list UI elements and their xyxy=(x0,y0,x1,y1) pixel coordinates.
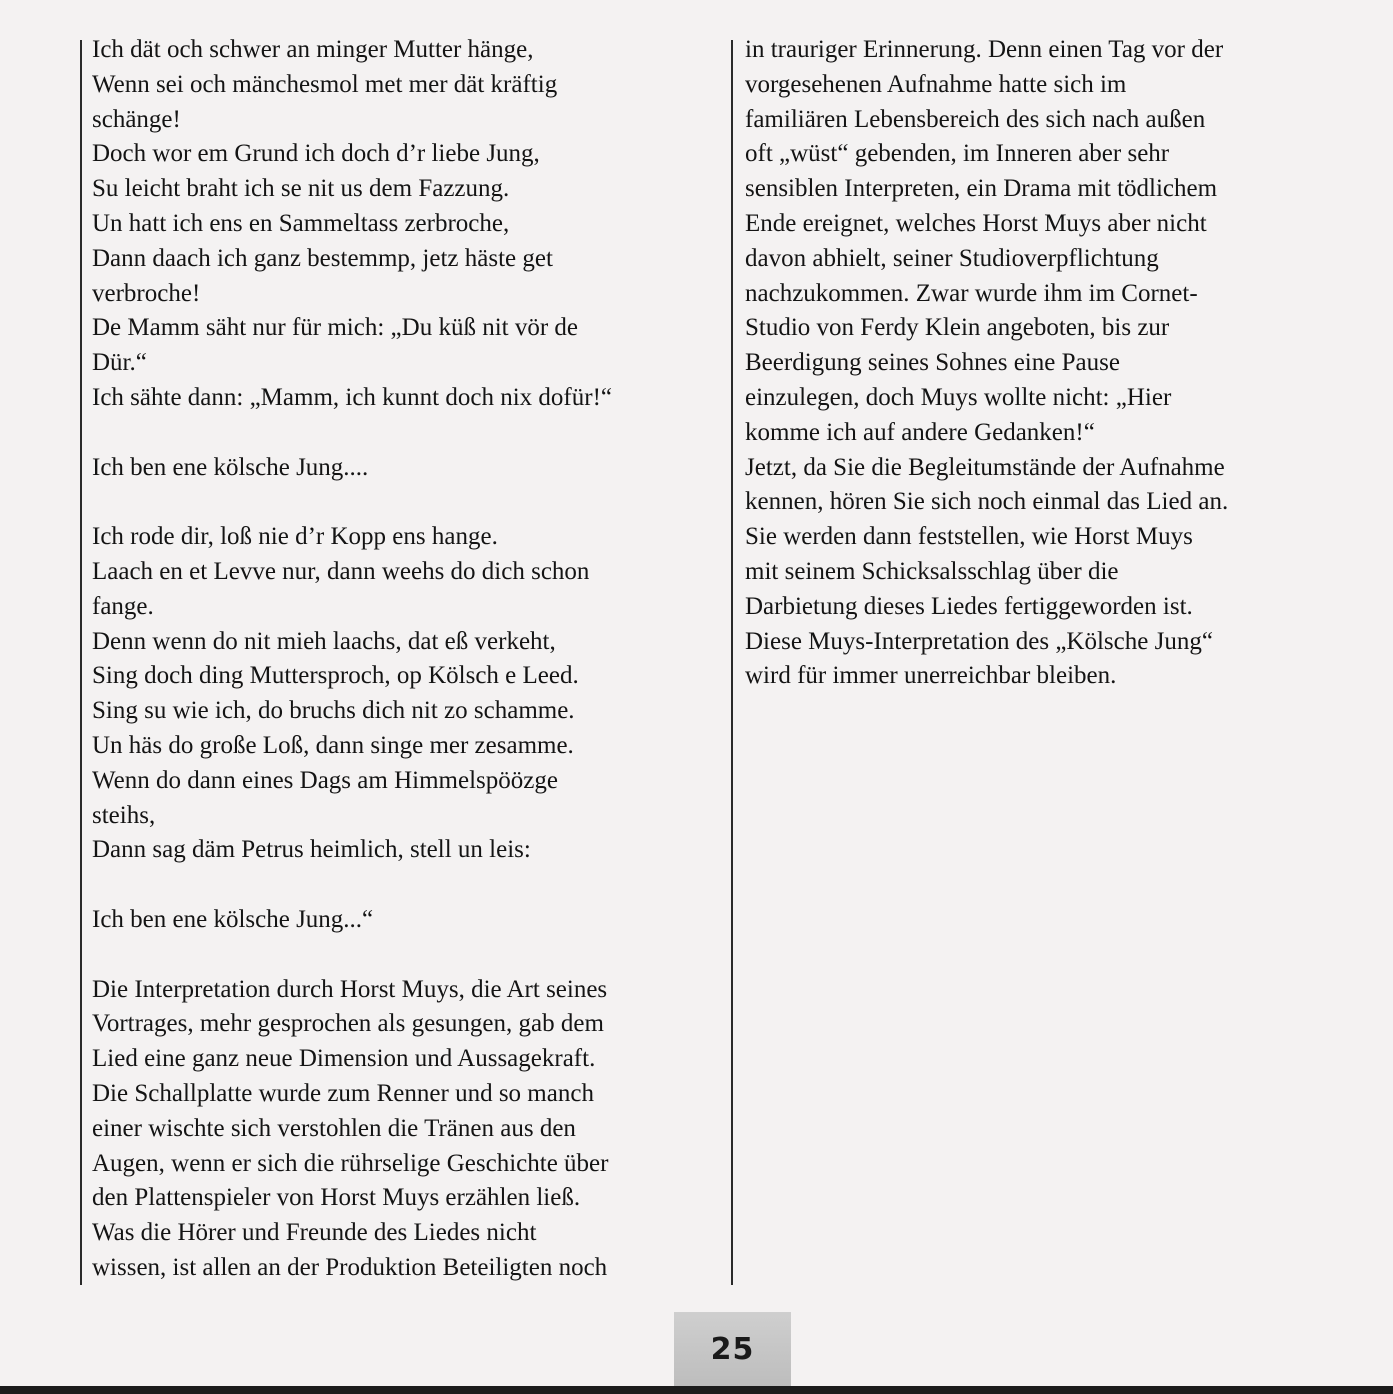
text-line: Wenn do dann eines Dags am Himmelspöözge xyxy=(92,766,558,794)
text-line: Su leicht braht ich se nit us dem Fazzung. xyxy=(92,175,510,203)
text-line: Laach en et Levve nur, dann weehs do dich schon xyxy=(92,557,590,585)
text-line: Lied eine ganz neue Dimension und Aussagekraft. xyxy=(92,1045,596,1073)
text-line: einer wischte sich verstohlen die Tränen aus den xyxy=(92,1114,576,1142)
text-line: vorgesehenen Aufnahme hatte sich im xyxy=(745,70,1127,98)
text-line: verbroche! xyxy=(92,279,201,307)
text-line: Sing su wie ich, do bruchs dich nit zo schamme. xyxy=(92,697,575,725)
page-number: 25 xyxy=(710,1331,755,1367)
text-line: Die Interpretation durch Horst Muys, die Art seines xyxy=(92,975,608,1003)
page-number-badge xyxy=(674,1312,791,1386)
text-line: mit seinem Schicksalsschlag über die xyxy=(745,557,1119,585)
bottom-edge-bar xyxy=(0,1386,1393,1394)
text-line: Sing doch ding Muttersproch, op Kölsch e Leed. xyxy=(92,662,579,690)
text-line: Darbietung dieses Liedes fertiggeworden ist. xyxy=(745,592,1193,620)
text-line: Doch wor em Grund ich doch d’r liebe Jung, xyxy=(92,140,540,168)
prose-paragraph xyxy=(745,33,1325,694)
text-line: nachzukommen. Zwar wurde ihm im Cornet- xyxy=(745,279,1198,307)
refrain-line: Ich ben ene kölsche Jung...“ xyxy=(92,905,374,933)
left-column xyxy=(92,33,717,1286)
text-line: Wenn sei och mänchesmol met mer dät kräftig xyxy=(92,70,558,98)
refrain-line: Ich ben ene kölsche Jung.... xyxy=(92,453,369,481)
text-line: Ende ereignet, welches Horst Muys aber nicht xyxy=(745,209,1207,237)
text-line: wird für immer unerreichbar bleiben. xyxy=(745,662,1117,690)
text-line: schänge! xyxy=(92,105,181,133)
text-line: Dann daach ich ganz bestemmp, jetz häste get xyxy=(92,244,553,272)
column-divider-rule xyxy=(731,40,733,1285)
text-line: davon abhielt, seiner Studioverpflichtung xyxy=(745,244,1159,272)
text-line: den Plattenspieler von Horst Muys erzählen ließ. xyxy=(92,1184,581,1212)
text-line: Die Schallplatte wurde zum Renner und so manch xyxy=(92,1079,594,1107)
text-line: Ich dät och schwer an minger Mutter hänge, xyxy=(92,36,534,63)
stanza-gap xyxy=(92,868,717,903)
stanza-gap xyxy=(92,416,717,451)
prose-paragraph xyxy=(92,973,717,1286)
text-line: Denn wenn do nit mieh laachs, dat eß verkeht, xyxy=(92,627,556,655)
text-line: Studio von Ferdy Klein angeboten, bis zur xyxy=(745,314,1170,342)
text-line: Was die Hörer und Freunde des Liedes nicht xyxy=(92,1219,537,1247)
text-line: Ich sähte dann: „Mamm, ich kunnt doch nix dofür!“ xyxy=(92,383,612,411)
right-column xyxy=(745,33,1325,694)
text-line: steihs, xyxy=(92,801,156,829)
text-line: De Mamm säht nur für mich: „Du küß nit vör de xyxy=(92,314,579,342)
text-line: Beerdigung seines Sohnes eine Pause xyxy=(745,349,1120,377)
text-line: wissen, ist allen an der Produktion Beteiligten noch xyxy=(92,1253,608,1281)
text-line: einzulegen, doch Muys wollte nicht: „Hier xyxy=(745,383,1172,411)
text-line: sensiblen Interpreten, ein Drama mit tödlichem xyxy=(745,175,1218,203)
text-line: Vortrages, mehr gesprochen als gesungen, gab dem xyxy=(92,1010,604,1038)
text-line: Augen, wenn er sich die rührselige Geschichte über xyxy=(92,1149,609,1177)
text-line: Diese Muys-Interpretation des „Kölsche Jung“ xyxy=(745,627,1213,655)
stanza-gap xyxy=(92,938,717,973)
left-margin-rule xyxy=(80,40,82,1285)
text-line: Dür.“ xyxy=(92,349,147,377)
text-line: Dann sag däm Petrus heimlich, stell un leis: xyxy=(92,836,531,864)
text-line: oft „wüst“ gebenden, im Inneren aber sehr xyxy=(745,140,1170,168)
text-line: kennen, hören Sie sich noch einmal das Lied an. xyxy=(745,488,1229,516)
text-line: komme ich auf andere Gedanken!“ xyxy=(745,418,1095,446)
stanza-gap xyxy=(92,485,717,520)
text-line: fange. xyxy=(92,592,154,620)
text-line: Un häs do große Loß, dann singe mer zesamme. xyxy=(92,731,574,759)
song-stanza-1 xyxy=(92,33,717,416)
text-line: in trauriger Erinnerung. Denn einen Tag vor der xyxy=(745,36,1224,63)
text-line: Un hatt ich ens en Sammeltass zerbroche, xyxy=(92,209,510,237)
text-line: Ich rode dir, loß nie d’r Kopp ens hange. xyxy=(92,523,498,551)
text-line: familiären Lebensbereich des sich nach außen xyxy=(745,105,1206,133)
text-line: Jetzt, da Sie die Begleitumstände der Aufnahme xyxy=(745,453,1225,481)
text-line: Sie werden dann feststellen, wie Horst Muys xyxy=(745,523,1193,551)
song-stanza-2 xyxy=(92,520,717,868)
